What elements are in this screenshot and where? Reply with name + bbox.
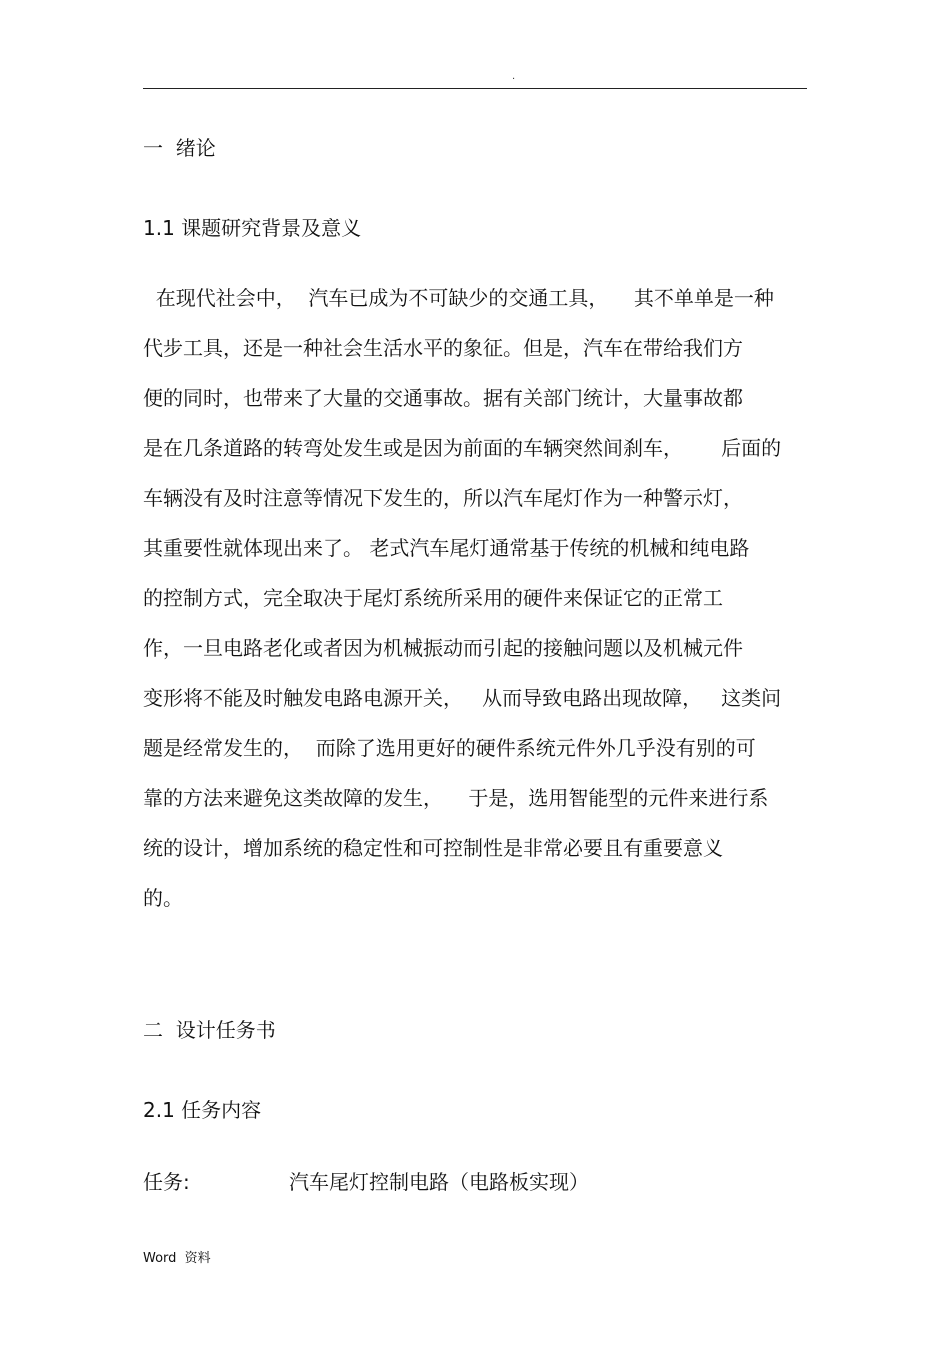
paragraph-line: 统的设计，增加系统的稳定性和可控制性是非常必要且有重要意义 [143,836,723,860]
page-footer: Word 资料 [143,1251,211,1266]
paragraph-line: 靠的方法来避免这类故障的发生， 于是，选用智能型的元件来进行系 [143,786,769,810]
section-1-1-heading: 1.1 课题研究背景及意义 [143,216,362,240]
paragraph-line: 其重要性就体现出来了。 老式汽车尾灯通常基于传统的机械和纯电路 [143,536,750,560]
paragraph-line: 车辆没有及时注意等情况下发生的，所以汽车尾灯作为一种警示灯， [143,486,743,510]
task-label: 任务: [143,1170,190,1194]
paragraph-line: 题是经常发生的， 而除了选用更好的硬件系统元件外几乎没有别的可 [143,736,756,760]
paragraph-line: 是在几条道路的转弯处发生或是因为前面的车辆突然间刹车， 后面的 [143,436,782,460]
paragraph-line: 作，一旦电路老化或者因为机械振动而引起的接触问题以及机械元件 [143,636,743,660]
section-2-1-heading: 2.1 任务内容 [143,1098,262,1122]
paragraph-line: 便的同时，也带来了大量的交通事故。据有关部门统计，大量事故都 [143,386,743,410]
paragraph-line: 的控制方式，完全取决于尾灯系统所采用的硬件来保证它的正常工 [143,586,723,610]
paragraph-line: 的。 [143,886,183,910]
header-rule [143,88,807,89]
section-1-heading: 一 绪论 [143,136,216,160]
header-mark: . [512,71,516,82]
paragraph-line: 变形将不能及时触发电路电源开关， 从而导致电路出现故障， 这类问 [143,686,782,710]
paragraph-line: 在现代社会中， 汽车已成为不可缺少的交通工具， 其不单单是一种 [143,286,774,310]
task-value: 汽车尾灯控制电路（电路板实现） [289,1170,589,1194]
paragraph-line: 代步工具，还是一种社会生活水平的象征。但是，汽车在带给我们方 [143,336,743,360]
section-2-heading: 二 设计任务书 [143,1018,276,1042]
